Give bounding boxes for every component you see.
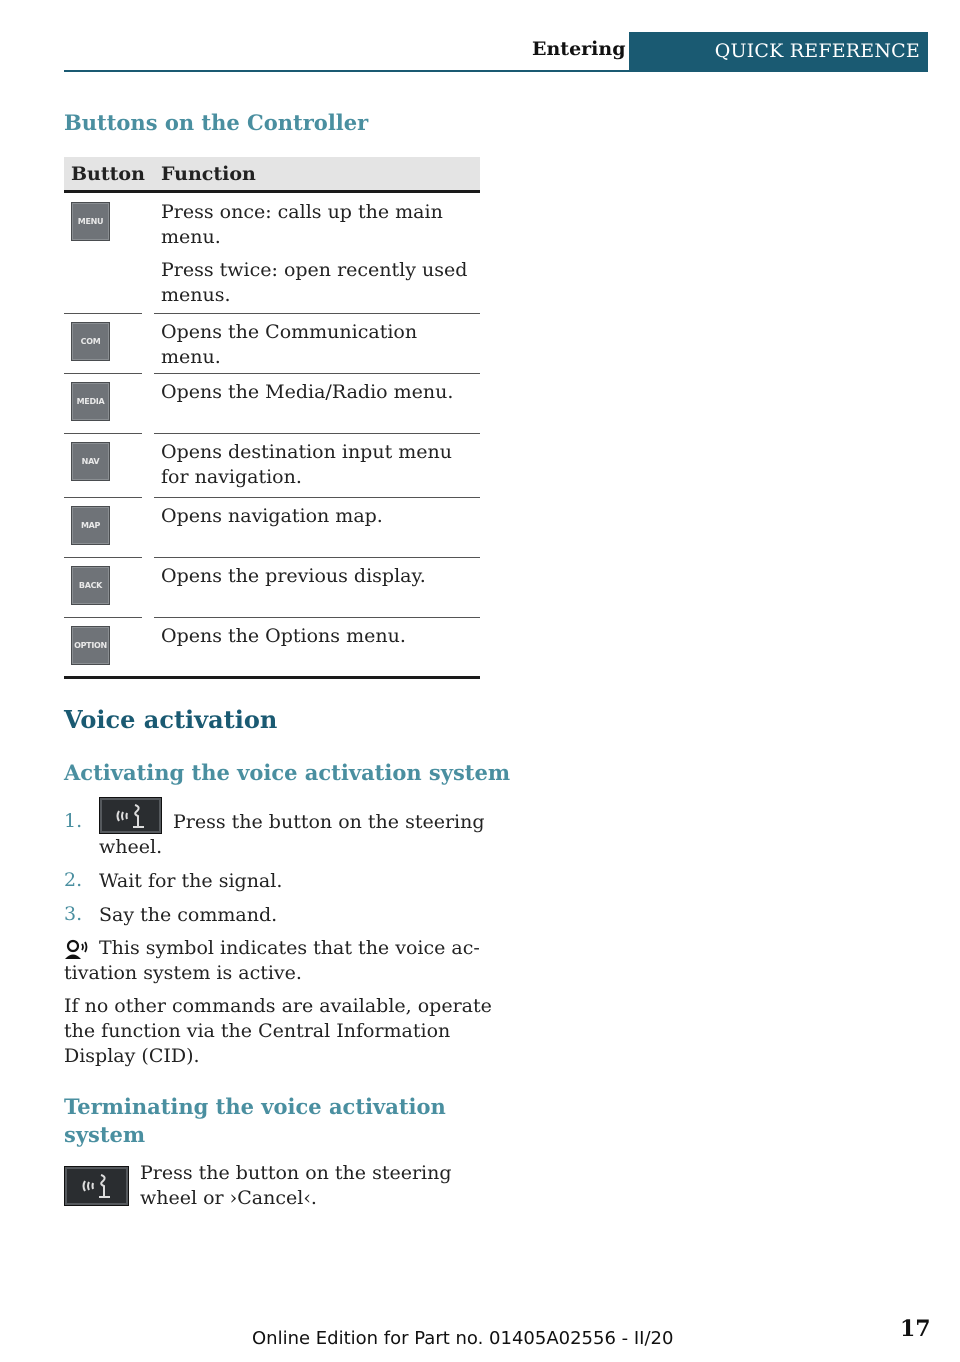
no-other-commands-line-2: the function via the Central Information [64, 1020, 451, 1042]
step-1-text-continued: wheel. [99, 836, 163, 858]
step-1-text: Press the button on the steering [173, 811, 485, 833]
map-function-text: Opens navigation map. [161, 505, 383, 527]
column-header-function: Function [161, 162, 256, 185]
header-chapter-tab [629, 32, 928, 70]
terminate-text-line-1: Press the button on the steering [140, 1162, 452, 1184]
media-button-icon: MEDIA [71, 382, 110, 421]
step-1-number: 1. [64, 810, 83, 832]
table-row-com [64, 313, 480, 373]
menu-button-icon: MENU [71, 202, 110, 241]
com-function-text: Opens the Communication menu. [161, 321, 418, 368]
symbol-description-line-1: This symbol indicates that the voice ac- [99, 937, 480, 959]
menu-function-text-2: Press twice: open recently used menus. [161, 259, 468, 306]
symbol-description-line-2: tivation system is active. [64, 962, 302, 984]
nav-button-icon: NAV [71, 442, 110, 481]
column-header-button: Button [71, 162, 145, 185]
map-button-icon: MAP [71, 506, 110, 545]
no-other-commands-line-1: If no other commands are available, operate [64, 995, 492, 1017]
terminating-heading-line-2: system [64, 1122, 146, 1147]
page-number: 17 [900, 1316, 931, 1342]
table-row-media [64, 373, 480, 433]
table-row-nav [64, 433, 480, 497]
table-header-row [64, 157, 480, 193]
step-3-number: 3. [64, 903, 83, 925]
terminating-heading-line-1: Terminating the voice activation [64, 1094, 446, 1119]
step-2-number: 2. [64, 869, 83, 891]
voice-heading: Voice activation [64, 705, 278, 734]
option-function-text: Opens the Options menu. [161, 625, 406, 647]
controller-heading: Buttons on the Controller [64, 110, 369, 135]
back-function-text: Opens the previous display. [161, 565, 426, 587]
steering-voice-button-icon [99, 797, 162, 834]
activating-heading: Activating the voice activation system [64, 760, 511, 785]
table-row-option [64, 617, 480, 676]
footer-edition: Online Edition for Part no. 01405A02556 - II/20 [252, 1328, 674, 1349]
header-section-title: Entering [532, 38, 626, 60]
step-3-text: Say the command. [99, 904, 278, 926]
voice-command-icon [111, 802, 151, 830]
menu-function-text-1: Press once: calls up the main menu. [161, 201, 443, 248]
table-row-map [64, 497, 480, 557]
table-bottom-rule [64, 676, 480, 679]
option-button-icon: OPTION [71, 626, 110, 665]
voice-command-icon-2 [77, 1172, 117, 1200]
controller-table [64, 157, 480, 679]
table-row-menu [64, 193, 480, 313]
terminate-text-line-2: wheel or ›Cancel‹. [140, 1187, 317, 1209]
step-2-text: Wait for the signal. [99, 870, 283, 892]
terminate-voice-button-icon [64, 1166, 129, 1206]
voice-active-symbol-icon [64, 939, 92, 961]
no-other-commands-line-3: Display (CID). [64, 1045, 200, 1067]
media-function-text: Opens the Media/Radio menu. [161, 381, 454, 403]
back-button-icon: BACK [71, 566, 110, 605]
header-rule [64, 70, 928, 72]
table-row-back [64, 557, 480, 617]
header-chapter-label: QUICK REFERENCE [714, 40, 920, 62]
com-button-icon: COM [71, 322, 110, 361]
nav-function-text: Opens destination input menu for navigation. [161, 441, 452, 488]
